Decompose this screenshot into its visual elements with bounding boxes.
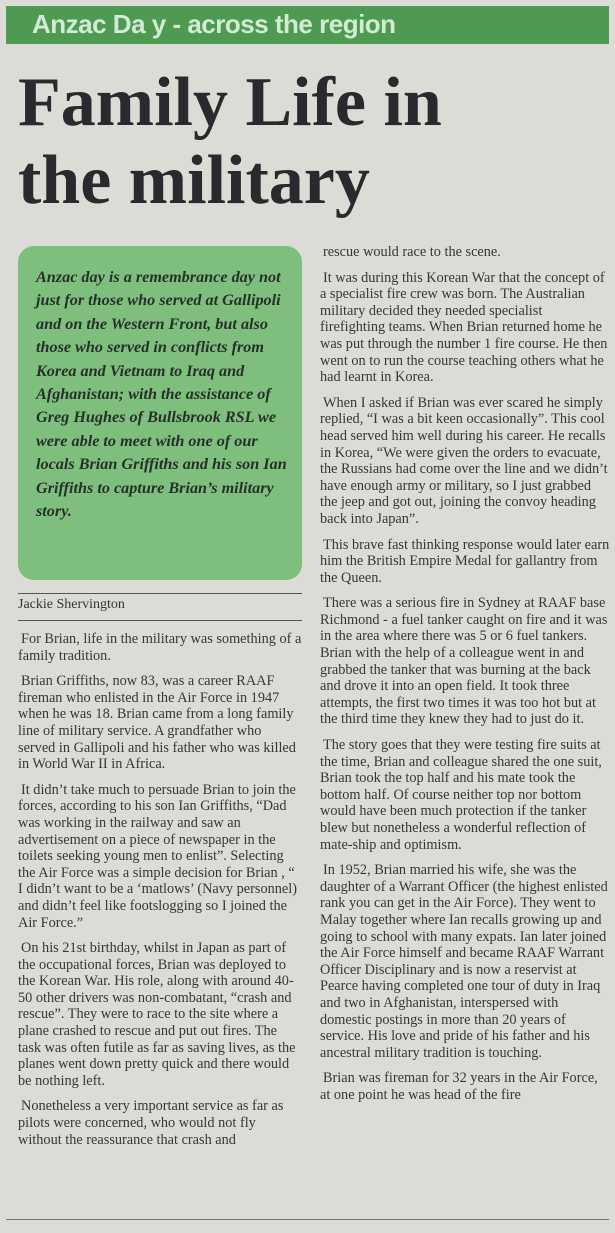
paragraph: It didn’t take much to persuade Brian to join the forces, according to his son Ian Griffiths, “Dad was working in the railway and saw an advertisement on a piece of newspaper in the toilets seeking young men to enlist”. Selecting the Air Force was a simple decision for Brian , “ I didn’t want to be a ‘matlows’ (Navy personnel) and didn’t feel like footslogging so I joined the Air Force.” — [18, 781, 297, 931]
paragraph: Brian was fireman for 32 years in the Air Force, at one point he was head of the fire — [320, 1070, 598, 1103]
paragraph: When I asked if Brian was ever scared he simply replied, “I was a bit keen occasionally”. This cool head served him well during his career. He recalls in Korea, “We were given the orders to evacuate, the Russians had come over the line and we didn’t have enough army or military, so I just grabbed the jeep and got out, joining the convoy heading back into Japan”. — [320, 394, 608, 527]
article-headline — [18, 64, 608, 220]
byline: Jackie Shervington — [18, 597, 125, 612]
paragraph: For Brian, life in the military was something of a family tradition. — [18, 631, 302, 664]
paragraph: The story goes that they were testing fire suits at the time, Brian and colleague shared the one suit, Brian took the top half and his mate took the bottom half. Of course neither top nor bottom would have been much protection if the tanker blew but nonetheless a wonderful reflection of mate-ship and optimism. — [320, 737, 602, 853]
paragraph: On his 21st birthday, whilst in Japan as part of the occupational forces, Brian was deployed to the Korean War. His role, along with around 40-50 other drivers was non-combatant, “crash and rescue”. They were to race to the site where a plane crashed to rescue and put out fires. The task was often futile as far as saving lives, as the planes went down pretty quick and there would be nothing left. — [18, 940, 296, 1089]
intro-text: Anzac day is a remembrance day not just for those who served at Gallipoli and on the Western Front, but also those who served in conflicts from Korea and Vietnam to Iraq and Afghanistan; with the assistance of Greg Hughes of Bullsbrook RSL we were able to meet with one of our locals Brian Griffiths and his son Ian Griffiths to capture Brian’s military story. — [36, 268, 287, 521]
intro-box — [18, 246, 302, 580]
paragraph: In 1952, Brian married his wife, she was the daughter of a Warrant Officer (the highest enlisted rank you can get in the Air Force). They went to Malay together where Ian recalls growing up and going to school with many expats. Ian later joined the Air Force himself and became RAAF Warrant Officer Disciplinary and is now a reservist at Pearce having completed one tour of duty in Iraq and two in Afghanistan, interspersed with domestic postings in more than 20 years of service. His love and pride of his father and his ancestral military tradition is touching. — [320, 862, 608, 1061]
paragraph: It was during this Korean War that the concept of a specialist fire crew was born. The Australian military decided they needed specialist firefighting teams. When Brian returned home he was put through the number 1 fire course. He then went on to run the course teaching others what he had learnt in Korea. — [320, 269, 608, 386]
paragraph: Brian Griffiths, now 83, was a career RAAF fireman who enlisted in the Air Force in 1947 when he was 18. Brian came from a long family line of military service. A grandfather who served in Gallipoli and his father who was killed in World War II in Africa. — [18, 673, 296, 773]
paragraph: This brave fast thinking response would later earn him the British Empire Medal for gallantry from the Queen. — [320, 536, 610, 586]
section-banner — [6, 6, 609, 44]
bottom-rule — [6, 1219, 609, 1220]
paragraph: rescue would race to the scene. — [323, 244, 501, 260]
headline-line-2: the military — [18, 142, 370, 219]
paragraph: Nonetheless a very important service as far as pilots were concerned, who would not fly without the reassurance that crash and — [18, 1098, 284, 1148]
paragraph: There was a serious fire in Sydney at RAAF base Richmond - a fuel tanker caught on fire and it was in the area where there was 5 or 6 fuel tankers. Brian with the help of a colleague went in and grabbed the tanker that was burning at the back and drove it into an open field. It took three attempts, the first two times it was too hot but at the third time they knew they had to just do it. — [320, 595, 608, 728]
headline-line-1: Family Life in — [18, 64, 442, 141]
byline-rule-bottom — [18, 620, 302, 621]
byline-rule-top — [18, 593, 302, 594]
section-title: Anzac Da y - across the region — [32, 9, 396, 39]
left-column — [18, 631, 302, 1157]
right-column — [320, 244, 610, 1113]
